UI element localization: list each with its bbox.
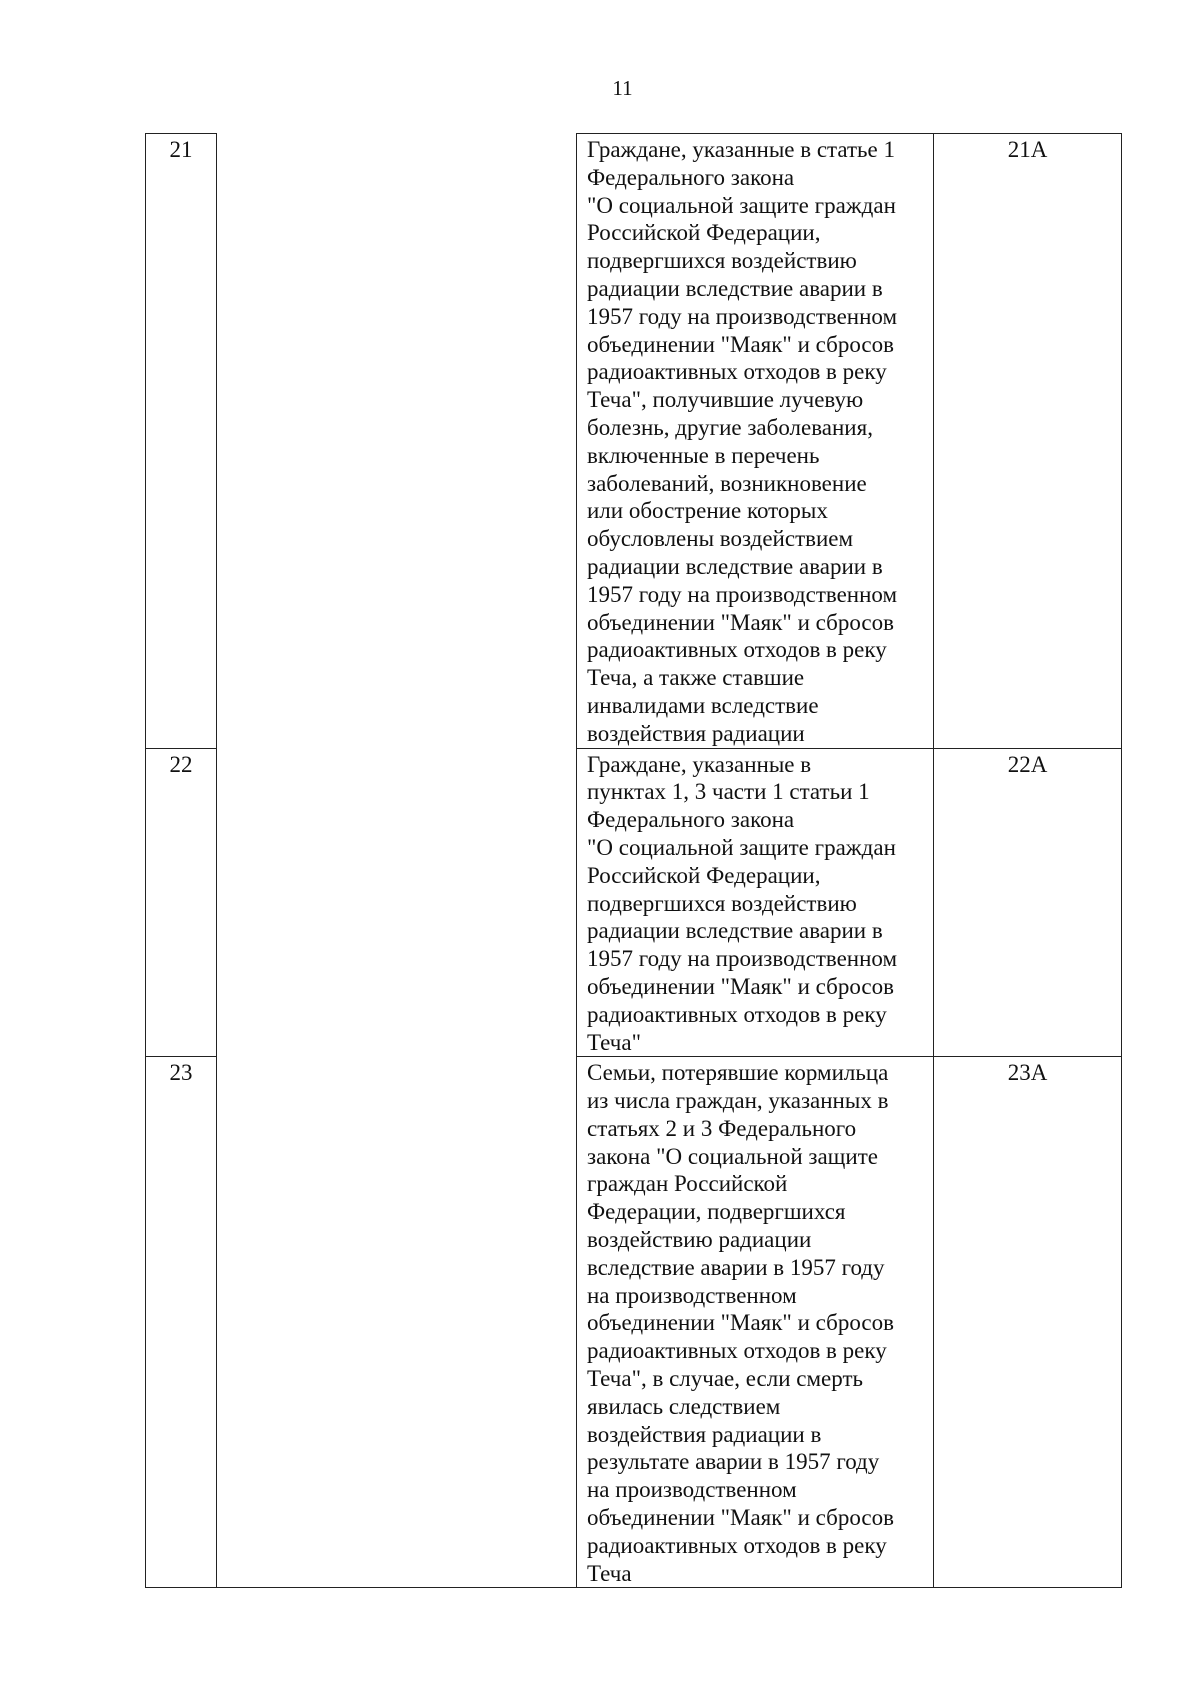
table-row [146, 134, 1122, 749]
description-cell: Семьи, потерявшие кормильца из числа граждан, указанных в статьях 2 и 3 Федерального закона "О социальной защите граждан Российской Федерации, подвергшихся воздействию радиации вследствие аварии в 1957 году на производственном объединении "Маяк" и сбросов радиоактивных отходов в реку Теча", в случае, если смерть явилась следствием воздействия радиации в результате аварии в 1957 году на производственном объединении "Маяк" и сбросов радиоактивных отходов в реку Теча [577, 1057, 934, 1588]
description-cell: Граждане, указанные в пунктах 1, 3 части 1 статьи 1 Федерального закона "О социальной защите граждан Российской Федерации, подвергшихся воздействию радиации вследствие аварии в 1957 году на производственном объединении "Маяк" и сбросов радиоактивных отходов в реку Теча" [577, 748, 934, 1057]
empty-merged-cell [217, 134, 577, 1588]
code-cell: 22А [934, 748, 1122, 1057]
page-number: 11 [612, 76, 633, 100]
row-number-cell: 23 [146, 1057, 217, 1588]
document-table [145, 133, 1122, 1588]
description-cell: Граждане, указанные в статье 1 Федерального закона "О социальной защите граждан Российской Федерации, подвергшихся воздействию радиации вследствие аварии в 1957 году на производственном объединении "Маяк" и сбросов радиоактивных отходов в реку Теча", получившие лучевую болезнь, другие заболевания, включенные в перечень заболеваний, возникновение или обострение которых обусловлены воздействием радиации вследствие аварии в 1957 году на производственном объединении "Маяк" и сбросов радиоактивных отходов в реку Теча, а также ставшие инвалидами вследствие воздействия радиации [577, 134, 934, 749]
row-number-cell: 22 [146, 748, 217, 1057]
code-cell: 21А [934, 134, 1122, 749]
code-cell: 23А [934, 1057, 1122, 1588]
row-number-cell: 21 [146, 134, 217, 749]
